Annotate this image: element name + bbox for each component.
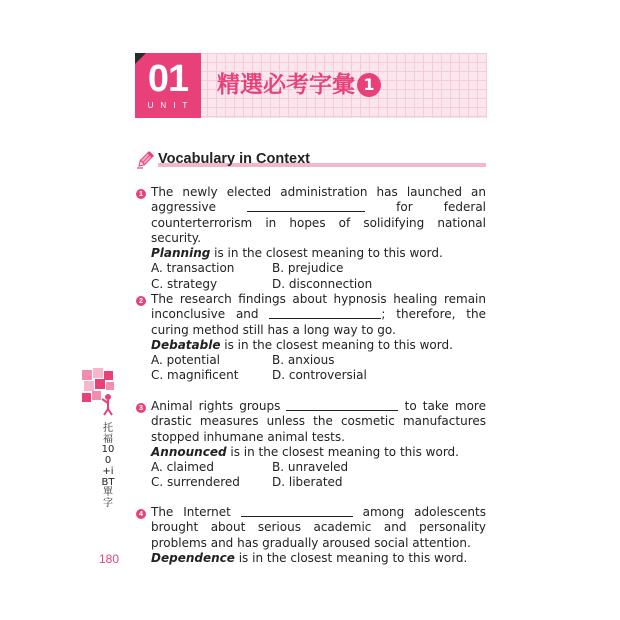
unit-badge	[135, 53, 201, 118]
option-a: A. claimed	[151, 460, 214, 475]
answer-options	[151, 353, 486, 384]
option-c: C. surrendered	[151, 475, 240, 490]
question-sentence	[151, 185, 486, 246]
answer-blank	[286, 399, 398, 411]
question-sentence	[151, 292, 486, 338]
question-text-before: The research findings about hypnosis healing remain inconclusive and	[151, 292, 486, 322]
pencil-icon	[135, 148, 157, 170]
hint-word: Debatable	[151, 337, 221, 352]
option-d: D. liberated	[272, 475, 343, 490]
option-b: B. prejudice	[272, 261, 344, 276]
unit-label: UNIT	[147, 101, 195, 110]
question-sentence	[151, 505, 486, 551]
question-number-badge: 2	[136, 296, 146, 306]
question-hint	[151, 551, 486, 566]
question-text-after: ; therefore, the curing method still has a long way to go.	[151, 307, 486, 337]
option-b: B. anxious	[272, 353, 335, 368]
question-sentence	[151, 399, 486, 445]
answer-blank	[247, 200, 365, 212]
option-d: D. disconnection	[272, 276, 373, 291]
title-number-badge: 1	[357, 73, 381, 97]
option-c: C. magnificent	[151, 368, 239, 383]
question-body	[151, 505, 486, 566]
page-number: 180	[99, 552, 120, 566]
question-body	[151, 185, 486, 292]
question-text-after: for federal counterterrorism in hopes of solidifying national security.	[151, 200, 487, 245]
question-text-before: The newly elected administration has launched an aggressive	[151, 185, 486, 215]
page-title-text: 精選必考字彙	[217, 72, 355, 98]
question-hint	[151, 246, 486, 261]
question-body	[151, 399, 486, 491]
question-number-badge: 3	[136, 403, 146, 413]
question-body	[151, 292, 486, 384]
book-title-vertical: 托福100+iBT單字	[101, 423, 115, 509]
option-a: A. potential	[151, 353, 221, 368]
hint-word: Announced	[151, 444, 227, 459]
question-hint	[151, 445, 486, 460]
option-c: C. strategy	[151, 276, 218, 291]
hint-word: Planning	[151, 246, 211, 261]
question-hint	[151, 338, 486, 353]
hint-text: is in the closest meaning to this word.	[226, 444, 459, 459]
question-number-badge: 4	[136, 509, 146, 519]
question-text-after: among adolescents brought about serious academic and personality problems and has gradually aroused social attention.	[151, 505, 486, 550]
question-text-after: to take more drastic measures unless the cosmetic manufactures stopped inhumane animal tests.	[151, 399, 486, 444]
answer-blank	[241, 505, 353, 517]
question-text-before: Animal rights groups	[151, 399, 287, 413]
answer-options	[151, 460, 486, 491]
option-b: B. unraveled	[272, 460, 349, 475]
unit-number: 01	[147, 58, 189, 100]
answer-options	[151, 261, 486, 292]
hint-text: is in the closest meaning to this word.	[234, 550, 468, 565]
hint-text: is in the closest meaning to this word.	[210, 246, 443, 261]
answer-blank	[269, 307, 381, 319]
hint-text: is in the closest meaning to this word.	[220, 337, 453, 352]
option-d: D. controversial	[272, 368, 367, 383]
puzzle-figure-icon	[80, 366, 116, 416]
page-title	[217, 70, 381, 100]
section-title: Vocabulary in Context	[158, 151, 311, 167]
option-a: A. transaction	[151, 261, 235, 276]
question-text-before: The Internet	[151, 505, 241, 519]
hint-word: Dependence	[151, 550, 235, 565]
question-number-badge: 1	[136, 189, 146, 199]
